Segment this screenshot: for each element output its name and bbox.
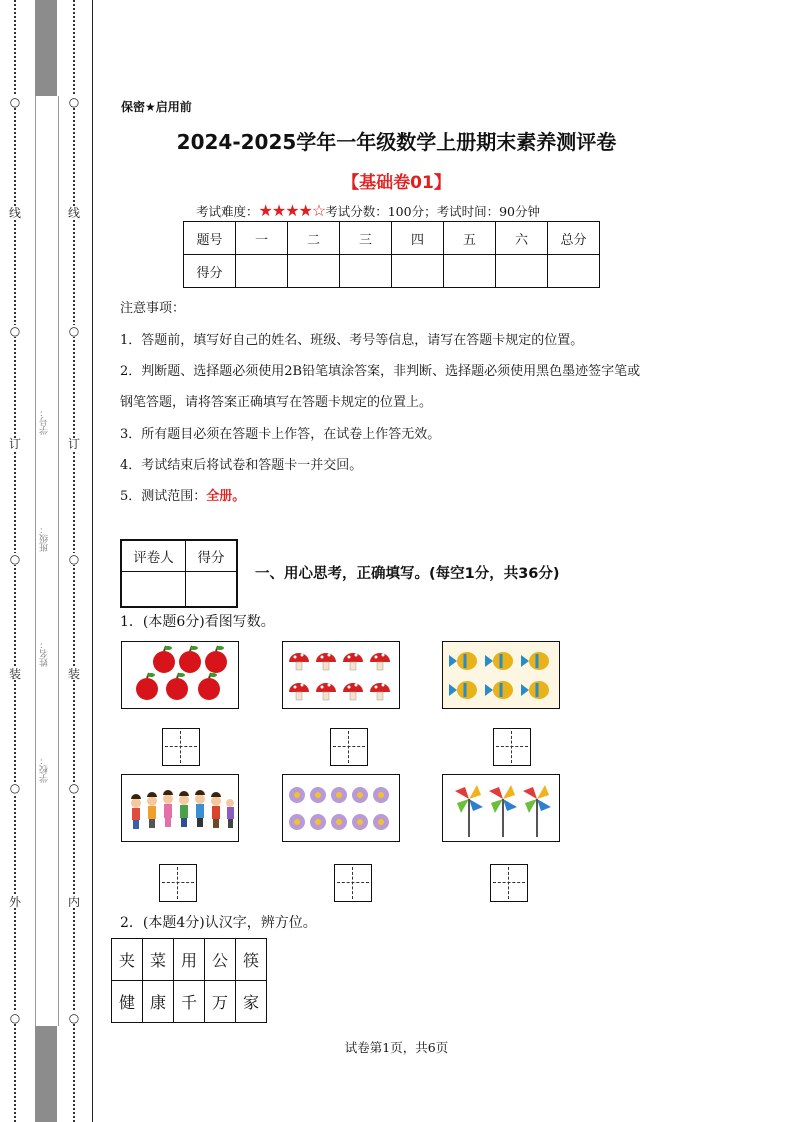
score-row-label: 得分 <box>184 255 236 288</box>
score-header-6: 六 <box>496 222 548 255</box>
score-table <box>183 221 600 288</box>
exam-meta <box>196 201 540 220</box>
paper-subtitle: 【基础卷01】 <box>342 173 451 193</box>
page-footer: 试卷第1页，共6页 <box>344 1040 449 1055</box>
inner-circle-2: ○ <box>64 325 84 337</box>
answer-box-children[interactable] <box>159 864 197 902</box>
grader-box <box>120 539 238 608</box>
reviewer-cell[interactable] <box>121 572 186 608</box>
score-header-3: 三 <box>340 222 392 255</box>
children-picture <box>121 774 239 842</box>
inner-char-nei: 内 <box>64 896 84 908</box>
note-item-4: 4．考试结束后将试卷和答题卡一并交回。 <box>120 458 363 473</box>
outer-circle-3: ○ <box>5 553 25 565</box>
score-table-header-row <box>184 222 600 255</box>
note-item-2-cont: 钢笔答题，请将答案正确填写在答题卡规定的位置上。 <box>120 395 433 410</box>
character-cell: 夹 <box>112 939 143 981</box>
fish-picture <box>442 641 560 709</box>
answer-box-pinwheels[interactable] <box>490 864 528 902</box>
character-cell: 筷 <box>236 939 267 981</box>
score-header-label: 题号 <box>184 222 236 255</box>
character-cell: 康 <box>143 981 174 1023</box>
note-item-2: 2．判断题、选择题必须使用2B铅笔填涂答案，非判断、选择题必须使用黑色墨迹签字笔或 <box>120 364 641 379</box>
inner-char-xian: 线 <box>64 207 84 219</box>
note-item-3: 3．所有题目必须在答题卡上作答，在试卷上作答无效。 <box>120 427 441 442</box>
score-cell[interactable] <box>288 255 340 288</box>
outer-char-xian: 线 <box>5 207 25 219</box>
character-cell: 健 <box>112 981 143 1023</box>
character-cell: 菜 <box>143 939 174 981</box>
difficulty-star-empty-icon: ☆ <box>311 201 326 220</box>
score-cell[interactable] <box>496 255 548 288</box>
answer-box-fish[interactable] <box>493 728 531 766</box>
student-field-name: 姓名： <box>40 640 50 667</box>
mushrooms-picture <box>282 641 400 709</box>
student-field-school: 学校： <box>40 756 50 783</box>
outer-char-ding: 订 <box>5 438 25 450</box>
score-header-2: 二 <box>288 222 340 255</box>
apple-icon <box>136 646 227 700</box>
flowers-picture <box>282 774 400 842</box>
character-cell: 万 <box>205 981 236 1023</box>
score-cell[interactable] <box>444 255 496 288</box>
score-header-4: 四 <box>392 222 444 255</box>
question-2: 2．(本题4分)认汉字，辨方位。 <box>120 915 317 931</box>
grader-score-label: 得分 <box>186 540 238 572</box>
reviewer-label: 评卷人 <box>121 540 186 572</box>
inner-char-ding: 订 <box>64 438 84 450</box>
notes-title: 注意事项： <box>120 301 186 316</box>
outer-char-zhuang: 装 <box>5 668 25 680</box>
character-grid-row <box>112 981 267 1023</box>
outer-circle-2: ○ <box>5 325 25 337</box>
pinwheels-picture <box>442 774 560 842</box>
score-table-score-row <box>184 255 600 288</box>
score-cell[interactable] <box>340 255 392 288</box>
answer-box-apples[interactable] <box>162 728 200 766</box>
note-item-5-prefix: 5．测试范围： <box>120 489 207 504</box>
answer-box-mushrooms[interactable] <box>330 728 368 766</box>
section-1-title: 一、用心思考，正确填写。(每空1分，共36分) <box>255 566 560 582</box>
character-grid-row <box>112 939 267 981</box>
score-cell[interactable] <box>236 255 288 288</box>
inner-char-zhuang: 装 <box>64 668 84 680</box>
pinwheel-icon <box>455 785 551 837</box>
difficulty-label: 考试难度： <box>196 204 259 219</box>
test-scope-value: 全册。 <box>206 489 246 504</box>
inner-circle-5: ○ <box>64 1012 84 1024</box>
outer-circle-4: ○ <box>5 782 25 794</box>
confidential-label: 保密★启用前 <box>121 100 192 114</box>
score-header-total: 总分 <box>548 222 600 255</box>
outer-circle-5: ○ <box>5 1012 25 1024</box>
score-cell[interactable] <box>392 255 444 288</box>
student-field-class: 班级： <box>40 525 50 552</box>
answer-box-flowers[interactable] <box>334 864 372 902</box>
outer-circle-1: ○ <box>5 96 25 108</box>
inner-circle-3: ○ <box>64 553 84 565</box>
question-1: 1．(本题6分)看图写数。 <box>120 614 275 630</box>
character-cell: 家 <box>236 981 267 1023</box>
score-time-info: 考试分数：100分；考试时间：90分钟 <box>325 204 540 219</box>
student-field-id: 学号： <box>40 408 50 435</box>
difficulty-stars-filled-icon: ★★★★ <box>258 201 312 220</box>
character-grid <box>111 938 267 1023</box>
child-icon <box>131 790 234 829</box>
character-cell: 公 <box>205 939 236 981</box>
character-cell: 千 <box>174 981 205 1023</box>
note-item-5 <box>120 485 245 504</box>
score-cell[interactable] <box>548 255 600 288</box>
apples-picture <box>121 641 239 709</box>
score-header-1: 一 <box>236 222 288 255</box>
inner-circle-1: ○ <box>64 96 84 108</box>
outer-char-wai: 外 <box>5 896 25 908</box>
grader-score-cell[interactable] <box>186 572 238 608</box>
character-cell: 用 <box>174 939 205 981</box>
score-header-5: 五 <box>444 222 496 255</box>
inner-circle-4: ○ <box>64 782 84 794</box>
page-title: 2024-2025学年一年级数学上册期末素养测评卷 <box>176 130 617 154</box>
binding-band-middle <box>35 96 59 1026</box>
binding-band-top <box>35 0 57 96</box>
note-item-1: 1．答题前，填写好自己的姓名、班级、考号等信息，请写在答题卡规定的位置。 <box>120 333 584 348</box>
